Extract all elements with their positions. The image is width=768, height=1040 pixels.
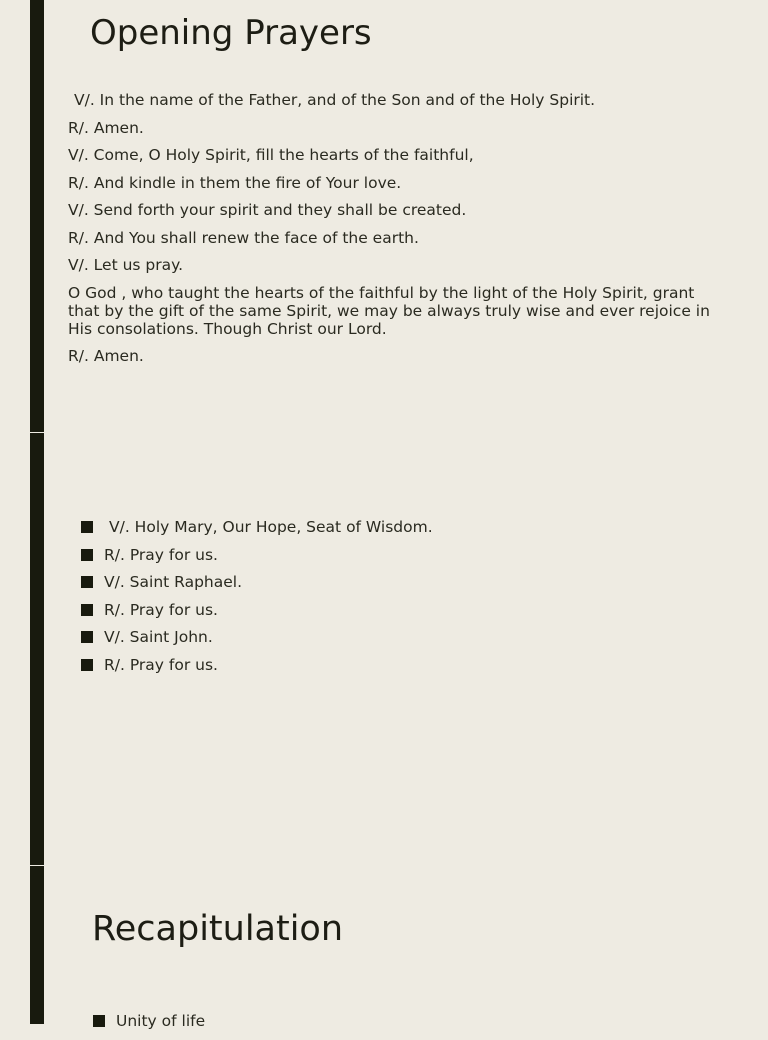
prayer-line: R/. Amen.: [68, 118, 144, 137]
accent-bar: [30, 433, 44, 865]
slide-recapitulation: [0, 866, 768, 1030]
square-bullet-icon: [81, 659, 93, 671]
prayer-line: V/. Come, O Holy Spirit, fill the hearts of the faithful,: [68, 146, 474, 164]
prayer-line: V/. Let us pray.: [68, 256, 184, 274]
slide-opening-prayers: [0, 0, 768, 432]
square-bullet-icon: [81, 604, 93, 616]
prayer-line: R/. And kindle in them the fire of Your love.: [68, 173, 402, 192]
prayer-line: R/. And You shall renew the face of the earth.: [68, 228, 419, 247]
square-bullet-icon: [93, 1015, 105, 1027]
slide-litany: [0, 433, 768, 865]
prayer-text: [68, 91, 728, 365]
accent-bar: [30, 0, 44, 432]
prayer-line: V/. Send forth your spirit and they shall be created.: [68, 201, 467, 219]
slide-title: Opening Prayers: [90, 13, 372, 53]
list-item: R/. Pray for us.: [81, 656, 433, 684]
square-bullet-icon: [81, 549, 93, 561]
square-bullet-icon: [81, 576, 93, 588]
list-item: V/. Saint John.: [81, 628, 433, 656]
slide-title: Recapitulation: [92, 909, 344, 949]
list-item: R/. Pray for us.: [81, 601, 433, 629]
list-item: Unity of life: [93, 1012, 205, 1040]
list-item: R/. Pray for us.: [81, 546, 433, 574]
list-item: V/. Saint Raphael.: [81, 573, 433, 601]
litany-list: [81, 518, 433, 684]
prayer-paragraph: O God , who taught the hearts of the faithful by the light of the Holy Spirit, grant that by the gift of the same Spirit, we may be always truly wise and ever rejoice in His consolations. Though Christ our Lord.: [68, 283, 710, 338]
list-item: V/. Holy Mary, Our Hope, Seat of Wisdom.: [81, 518, 433, 546]
square-bullet-icon: [81, 631, 93, 643]
prayer-line: V/. In the name of the Father, and of the Son and of the Holy Spirit.: [74, 91, 596, 109]
accent-bar: [30, 866, 44, 1024]
prayer-line: R/. Amen.: [68, 347, 144, 365]
recap-list: [93, 1012, 205, 1040]
square-bullet-icon: [81, 521, 93, 533]
